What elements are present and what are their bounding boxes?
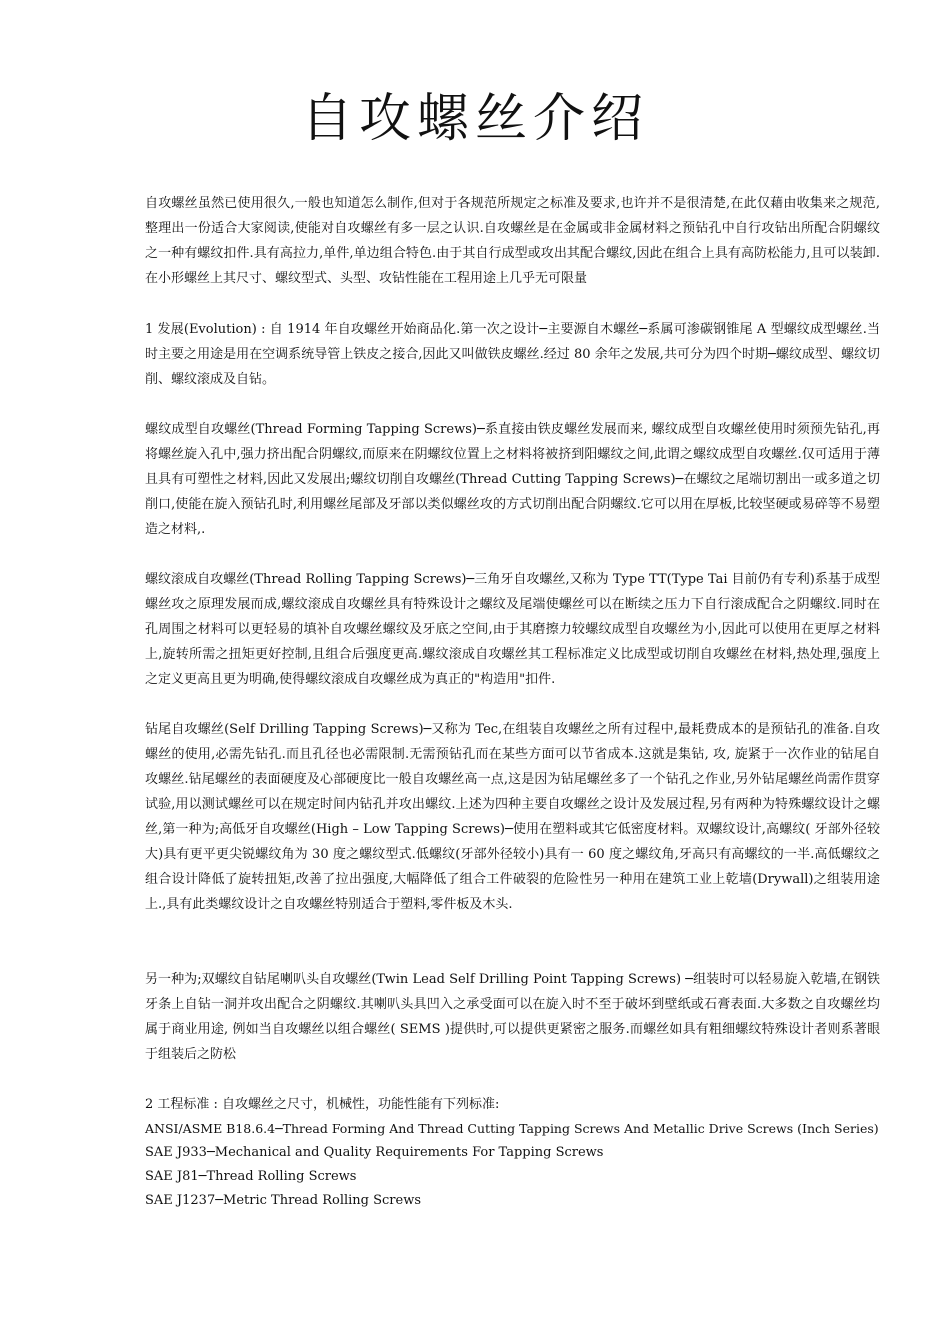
- standard-item: SAE J1237─Metric Thread Rolling Screws: [145, 1193, 422, 1208]
- self-drilling-paragraph: 钻尾自攻螺丝(Self Drilling Tapping Screws)─又称为 Tec,在组装自攻螺丝之所有过程中,最耗费成本的是预钻孔的准备.自攻螺丝的使用,必需先钻孔.而且孔径也必需限制.无需预钻孔而在某些方面可以节省成本.这就是集钻, 攻, 旋紧于一次作业的钻尾自攻螺丝.钻尾螺丝的表面硬度及心部硬度比一般自攻螺丝高一点,这是因为钻尾螺丝多了一个钻孔之作业,另外钻尾螺丝尚需作贯穿试验,用以测试螺丝可以在规定时间内钻孔并攻出螺纹.上述为四种主要自攻螺丝之设计及发展过程,另有两种为特殊螺纹设计之螺丝,第一种为;高低牙自攻螺丝(High – Low Tapping Screws)─使用在塑料或其它低密度材料。双螺纹设计,高螺纹( 牙部外径较大)具有更平更尖锐螺纹角为 30 度之螺纹型式.低螺纹(牙部外径较小)具有一 60 度之螺纹角,牙高只有高螺纹的一半.高低螺纹之组合设计降低了旋转扭矩,改善了拉出强度,大幅降低了组合工件破裂的危险性另一种用在建筑工业上乾墙(Drywall)之组装用途上.,具有此类螺纹设计之自攻螺丝特别适合于塑料,零件板及木头.: [145, 722, 880, 912]
- page-title: 自攻螺丝介绍: [300, 89, 649, 149]
- standard-item: SAE J933─Mechanical and Quality Requirements For Tapping Screws: [145, 1145, 604, 1160]
- standard-item: ANSI/ASME B18.6.4─Thread Forming And Thread Cutting Tapping Screws And Metallic Drive Screws (Inch Series): [145, 1121, 879, 1136]
- standard-item: SAE J81─Thread Rolling Screws: [145, 1169, 357, 1184]
- thread-rolling-paragraph: 螺纹滚成自攻螺丝(Thread Rolling Tapping Screws)─三角牙自攻螺丝,又称为 Type TT(Type Tai 目前仍有专利)系基于成型螺丝攻之原理发展而成,螺纹滚成自攻螺丝具有特殊设计之螺纹及尾端使螺丝可以在断续之压力下自行滚成配合之阴螺纹.同时在孔周围之材料可以更轻易的填补自攻螺丝螺纹及牙底之空间,由于其磨擦力较螺纹成型自攻螺丝为小,因此可以使用在更厚之材料上,旋转所需之扭矩更好控制,且组合后强度更高.螺纹滚成自攻螺丝其工程标准定义比成型或切削自攻螺丝在材料,热处理,强度上之定义更高且更为明确,使得螺纹滚成自攻螺丝成为真正的"构造用"扣件.: [145, 572, 880, 687]
- thread-forming-paragraph: 螺纹成型自攻螺丝(Thread Forming Tapping Screws)─系直接由铁皮螺丝发展而来, 螺纹成型自攻螺丝使用时须预先钻孔,再将螺丝旋入孔中,强力挤出配合阴螺纹,而原来在阴螺纹位置上之材料将被挤到阳螺纹之间,此谓之螺纹成型自攻螺丝.仅可适用于薄且具有可塑性之材料,因此又发展出;螺纹切削自攻螺丝(Thread Cutting Tapping Screws)─在螺纹之尾端切割出一或多道之切削口,使能在旋入预钻孔时,利用螺丝尾部及牙部以类似螺丝攻的方式切削出配合阴螺纹.它可以用在厚板,比较坚硬或易碎等不易塑造之材料,.: [145, 422, 880, 537]
- standards-heading: 2 工程标准 : 自攻螺丝之尺寸，机械性，功能性能有下列标准:: [145, 1097, 500, 1112]
- intro-paragraph: 自攻螺丝虽然已使用很久,一般也知道怎么制作,但对于各规范所规定之标准及要求,也许并不是很清楚,在此仅藉由收集来之规范,整理出一份适合大家阅读,使能对自攻螺丝有多一层之认识.自攻螺丝是在金属或非金属材料之预钻孔中自行攻钻出所配合阴螺纹之一种有螺纹扣件.具有高拉力,单件,单边组合特色.由于其自行成型或攻出其配合螺纹,因此在组合上具有高防松能力,且可以装卸.在小形螺丝上其尺寸、螺纹型式、头型、攻钻性能在工程用途上几乎无可限量: [145, 196, 880, 286]
- evolution-paragraph: 1 发展(Evolution) : 自 1914 年自攻螺丝开始商品化.第一次之设计─主要源自木螺丝─系属可渗碳钢锥尾 A 型螺纹成型螺丝.当时主要之用途是用在空调系统导管上铁皮之接合,因此又叫做铁皮螺丝.经过 80 余年之发展,共可分为四个时期─螺纹成型、螺纹切削、螺纹滚成及自钻。: [145, 322, 880, 387]
- twin-lead-paragraph: 另一种为;双螺纹自钻尾喇叭头自攻螺丝(Twin Lead Self Drilling Point Tapping Screws) ─组装时可以轻易旋入乾墙,在钢铁牙条上自钻一洞并攻出配合之阴螺纹.其喇叭头具凹入之承受面可以在旋入时不至于破坏到壁纸或石膏表面.大多数之自攻螺丝均属于商业用途, 例如当自攻螺丝以组合螺丝( SEMS )提供时,可以提供更紧密之服务.而螺丝如具有粗细螺纹特殊设计者则系著眼于组装后之防松: [145, 972, 880, 1062]
